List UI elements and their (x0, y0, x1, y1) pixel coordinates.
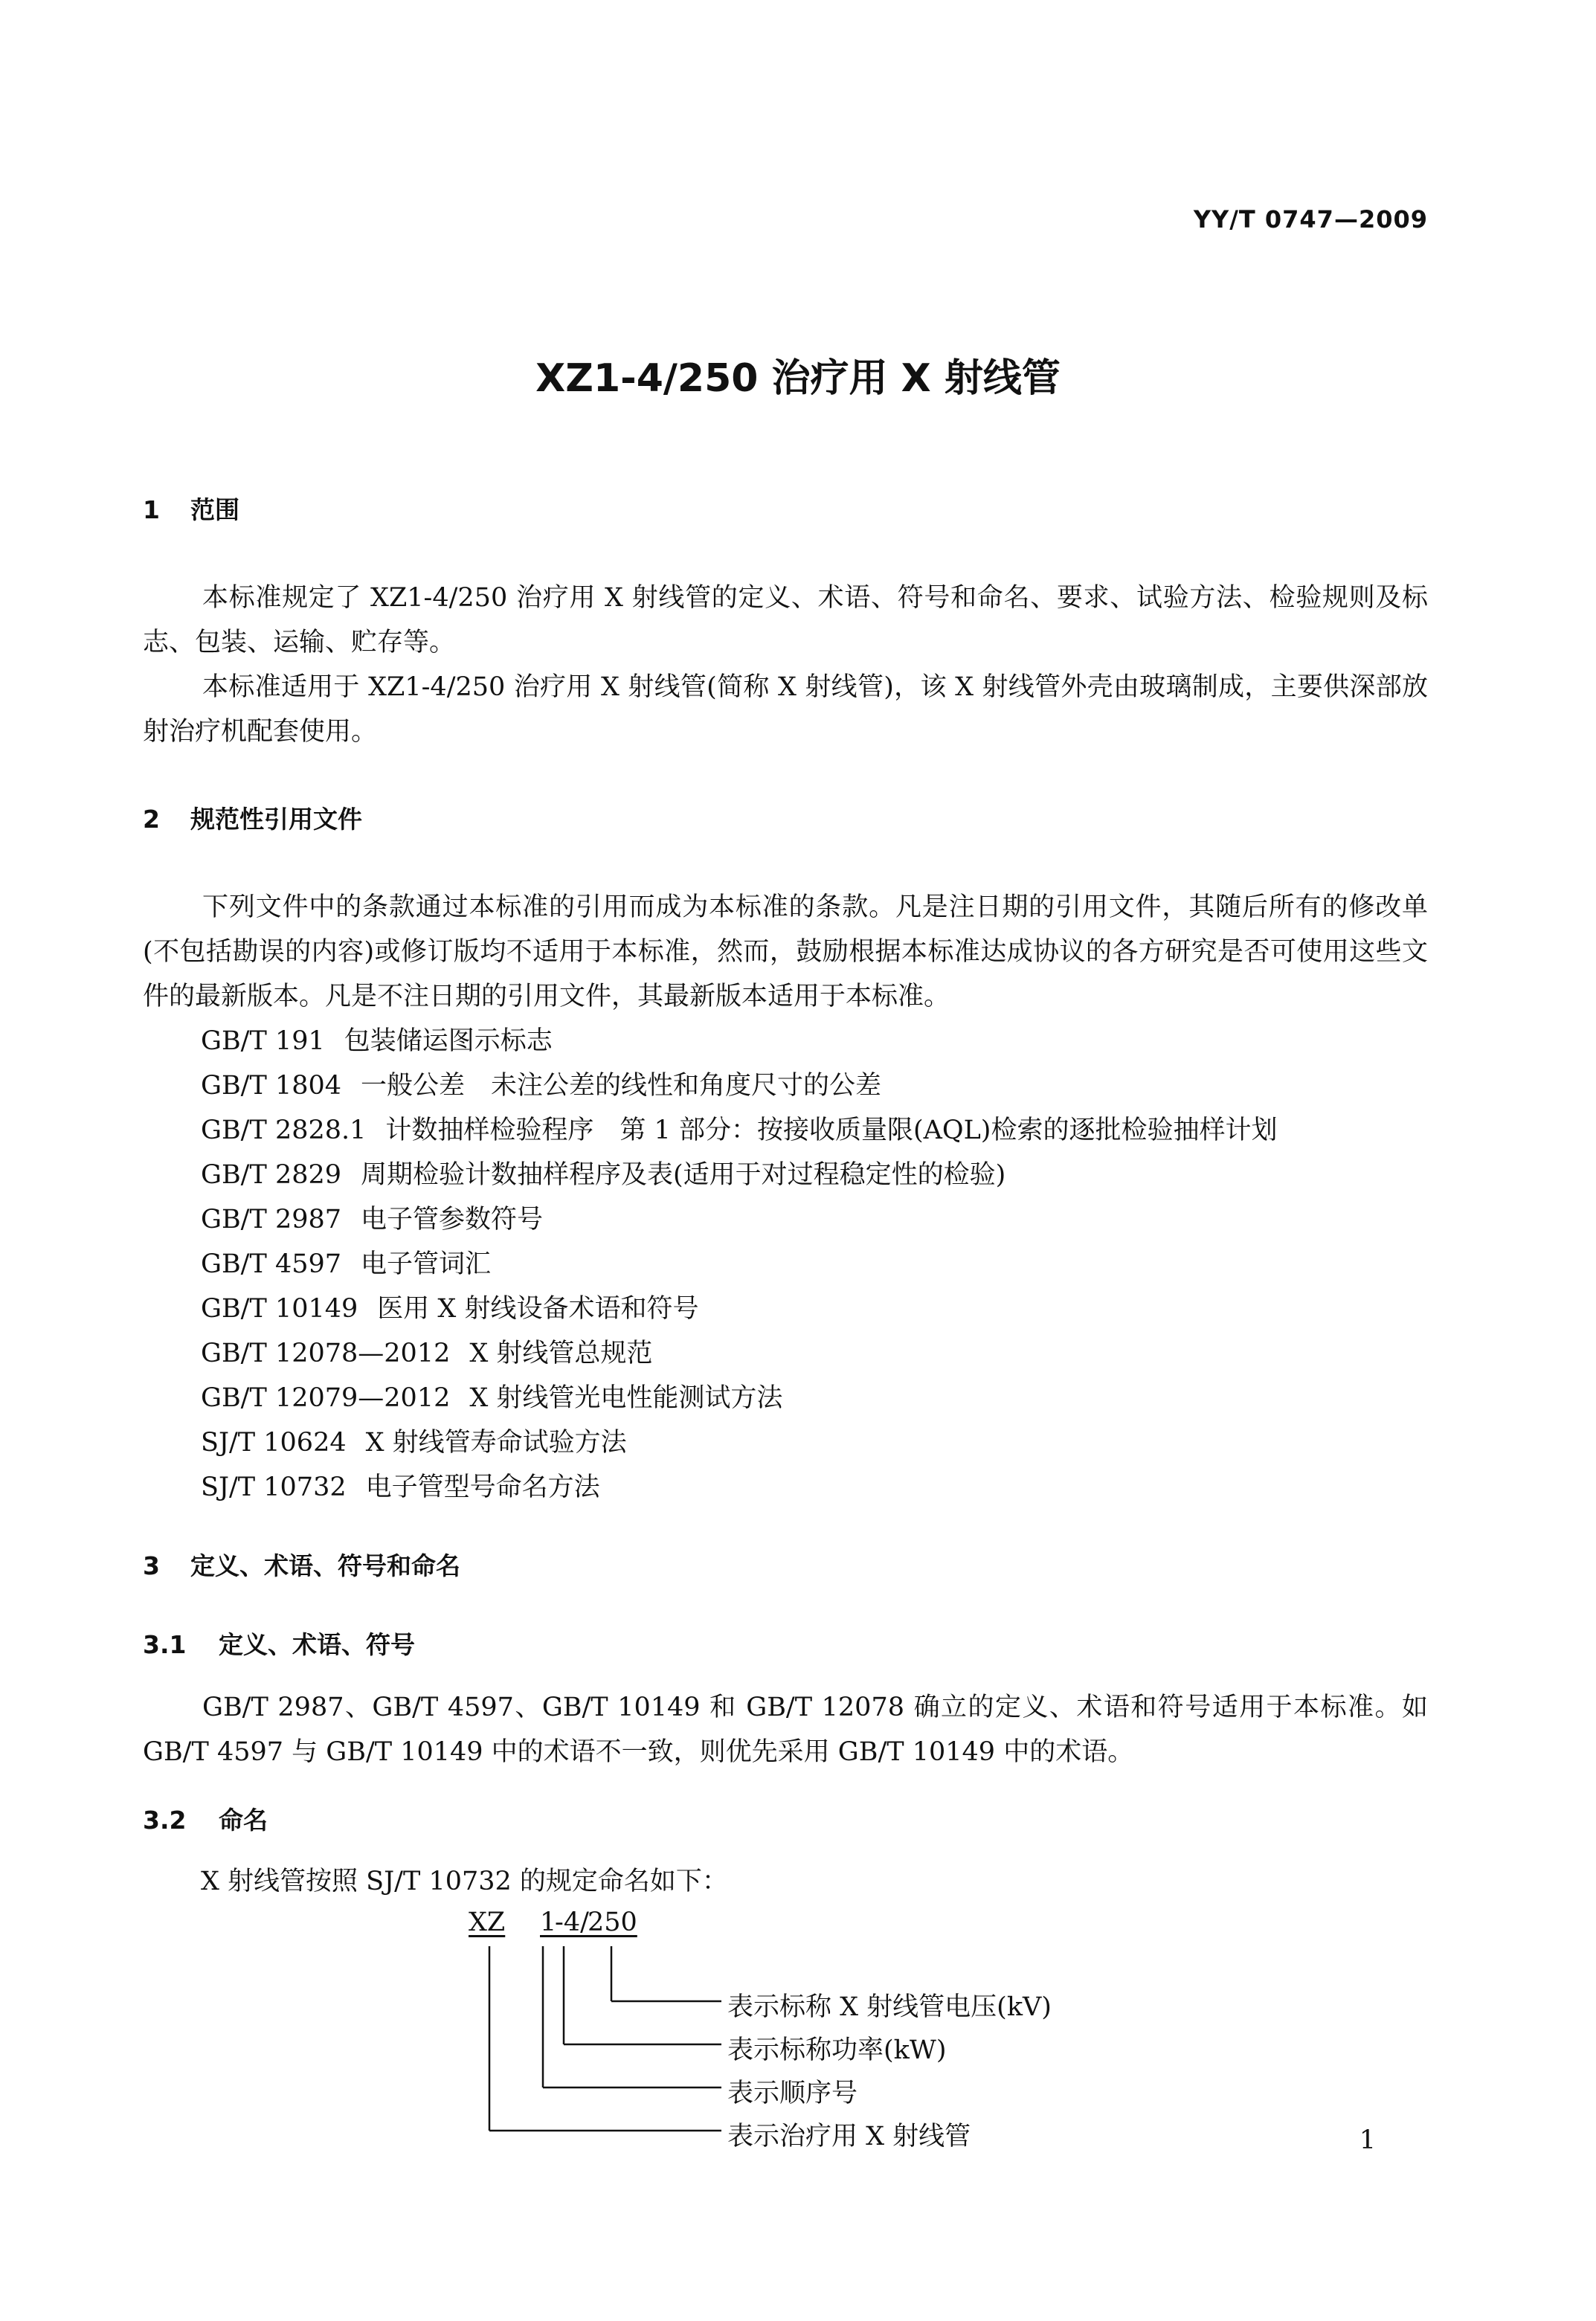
label-sequence: 表示顺序号 (727, 2079, 858, 2108)
naming-diagram (469, 1908, 1138, 2153)
code-part-sequence: 1 (540, 1908, 557, 1937)
reference-title: 一般公差 未注公差的线性和角度尺寸的公差 (361, 1071, 882, 1101)
reference-item (201, 1242, 491, 1287)
section-number: 3.1 (143, 1630, 187, 1659)
section-3-1-text: GB/T 2987、GB/T 4597、GB/T 10149 和 GB/T 12078 确立的定义、术语和符号适用于本标准。如 GB/T 4597 与 GB/T 10149 中的术语不一致，则优先采用 GB/T 10149 中的术语。 (143, 1693, 1428, 1767)
code-part-voltage: 250 (588, 1908, 637, 1937)
section-2-heading (143, 800, 362, 835)
page-number: 1 (1359, 2125, 1376, 2155)
reference-code: GB/T 4597 (201, 1249, 342, 1279)
reference-title: 计数抽样检验程序 第 1 部分：按接收质量限(AQL)检索的逐批检验抽样计划 (385, 1116, 1278, 1145)
reference-item (201, 1153, 1005, 1197)
reference-code: GB/T 12079—2012 (201, 1383, 451, 1413)
reference-item (201, 1197, 543, 1242)
section-title: 规范性引用文件 (190, 805, 362, 834)
section-3-heading (143, 1547, 460, 1582)
section-1-heading (143, 491, 239, 526)
label-power: 表示标称功率(kW) (727, 2035, 947, 2065)
code-part-type: XZ (469, 1908, 506, 1937)
section-3-1-heading (143, 1626, 415, 1661)
document-title: XZ1-4/250 治疗用 X 射线管 (535, 356, 1061, 401)
label-voltage: 表示标称 X 射线管电压(kV) (727, 1992, 1052, 2022)
section-number: 3.2 (143, 1806, 187, 1835)
reference-code: GB/T 2987 (201, 1205, 342, 1234)
reference-code: GB/T 10149 (201, 1294, 358, 1324)
reference-title: 电子管型号命名方法 (365, 1472, 600, 1502)
section-3-2-heading (143, 1801, 268, 1836)
reference-item (201, 1420, 627, 1465)
standard-code: YY/T 0747—2009 (1193, 205, 1428, 234)
section-3-2-text: X 射线管按照 SJ/T 10732 的规定命名如下： (201, 1867, 728, 1896)
reference-item (201, 1465, 600, 1510)
section-title: 范围 (190, 495, 239, 524)
reference-title: 电子管参数符号 (361, 1205, 544, 1234)
section-1-paragraph-1: 本标准规定了 XZ1-4/250 治疗用 X 射线管的定义、术语、符号和命名、要求、试验方法、检验规则及标志、包装、运输、贮存等。 (143, 583, 1428, 657)
reference-item (201, 1331, 652, 1376)
reference-code: GB/T 2829 (201, 1160, 342, 1190)
reference-title: 电子管词汇 (361, 1249, 492, 1279)
reference-item (201, 1019, 553, 1063)
label-type: 表示治疗用 X 射线管 (727, 2122, 971, 2151)
section-number: 3 (143, 1551, 160, 1580)
reference-title: X 射线管光电性能测试方法 (469, 1383, 783, 1413)
section-title: 定义、术语、符号和命名 (190, 1551, 460, 1580)
reference-item (201, 1063, 881, 1108)
section-2-intro: 下列文件中的条款通过本标准的引用而成为本标准的条款。凡是注日期的引用文件，其随后所有的修改单(不包括勘误的内容)或修订版均不适用于本标准，然而，鼓励根据本标准达成协议的各方研究是否可使用这些文件的最新版本。凡是不注日期的引用文件，其最新版本适用于本标准。 (143, 892, 1428, 1011)
reference-code: GB/T 191 (201, 1026, 325, 1056)
reference-title: X 射线管寿命试验方法 (365, 1428, 627, 1458)
reference-title: X 射线管总规范 (469, 1339, 653, 1368)
section-1-paragraph-2: 本标准适用于 XZ1-4/250 治疗用 X 射线管(简称 X 射线管)，该 X 射线管外壳由玻璃制成，主要供深部放射治疗机配套使用。 (143, 672, 1428, 747)
reference-title: 包装储运图示标志 (344, 1026, 553, 1056)
section-title: 命名 (219, 1806, 268, 1835)
reference-code: GB/T 2828.1 (201, 1116, 367, 1145)
section-number: 2 (143, 805, 160, 834)
section-title: 定义、术语、符号 (219, 1630, 415, 1659)
section-number: 1 (143, 495, 160, 524)
reference-title: 周期检验计数抽样程序及表(适用于对过程稳定性的检验) (361, 1160, 1006, 1190)
reference-code: SJ/T 10732 (201, 1472, 347, 1502)
code-part-power: -4/ (555, 1908, 589, 1937)
reference-code: GB/T 1804 (201, 1071, 342, 1101)
reference-title: 医用 X 射线设备术语和符号 (377, 1294, 699, 1324)
reference-code: SJ/T 10624 (201, 1428, 347, 1458)
reference-item (201, 1108, 1277, 1153)
reference-item (201, 1287, 698, 1331)
reference-item (201, 1376, 782, 1420)
reference-code: GB/T 12078—2012 (201, 1339, 451, 1368)
